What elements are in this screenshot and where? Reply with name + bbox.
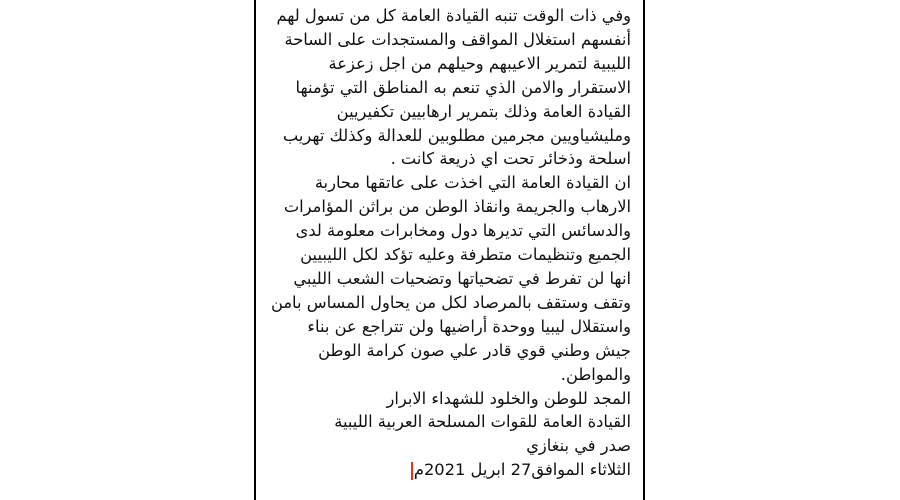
text-line: الليبية لتمرير الاعيبهم وحيلهم من اجل زعزعة bbox=[328, 53, 631, 73]
text-line: ومليشياويين مجرمين مطلوبين للعدالة وكذلك تهريب bbox=[282, 125, 631, 145]
text-line: أنفسهم استغلال المواقف والمستجدات على الساحة bbox=[284, 29, 631, 49]
text-line: والدسائس التي تديرها دول ومخابرات معلومة لدى bbox=[295, 221, 631, 241]
closing-line: صدر في بنغازي bbox=[526, 436, 631, 456]
text-line: الجميع وتنظيمات متطرفة وعليه تؤكد لكل الليبيين bbox=[300, 245, 631, 265]
document-page bbox=[254, 0, 645, 500]
text-line: والمواطن. bbox=[560, 364, 631, 384]
text-line: الارهاب والجريمة وانقاذ الوطن من براثن المؤامرات bbox=[283, 197, 631, 217]
closing-line: المجد للوطن والخلود للشهداء الابرار bbox=[386, 388, 631, 408]
text-line: انها لن تفرط في تضحياتها وتضحيات الشعب الليبي bbox=[293, 268, 631, 288]
document-body[interactable] bbox=[263, 4, 631, 482]
text-cursor bbox=[411, 462, 413, 480]
date-line-row bbox=[263, 458, 631, 482]
closing-line: القيادة العامة للقوات المسلحة العربية الليبية bbox=[334, 412, 631, 432]
text-line: ان القيادة العامة التي اخذت على عاتقها محاربة bbox=[314, 173, 631, 193]
date-line: الثلاثاء الموافق27 ابريل 2021م bbox=[413, 460, 631, 480]
text-line: وتقف وستقف بالمرصاد لكل من يحاول المساس بامن bbox=[270, 292, 631, 312]
text-line: القيادة العامة وذلك بتمرير ارهابيين تكفيريين bbox=[336, 101, 631, 121]
text-line: وفي ذات الوقت تنبه القيادة العامة كل من تسول لهم bbox=[276, 6, 631, 25]
text-line: اسلحة وذخائر تحت اي ذريعة كانت . bbox=[390, 149, 631, 169]
text-line: واستقلال ليبيا ووحدة أراضيها ولن تتراجع عن بناء bbox=[307, 316, 631, 336]
text-line: جيش وطني قوي قادر علي صون كرامة الوطن bbox=[318, 340, 631, 360]
text-line: الاستقرار والامن الذي تنعم به المناطق التي تؤمنها bbox=[295, 77, 631, 97]
